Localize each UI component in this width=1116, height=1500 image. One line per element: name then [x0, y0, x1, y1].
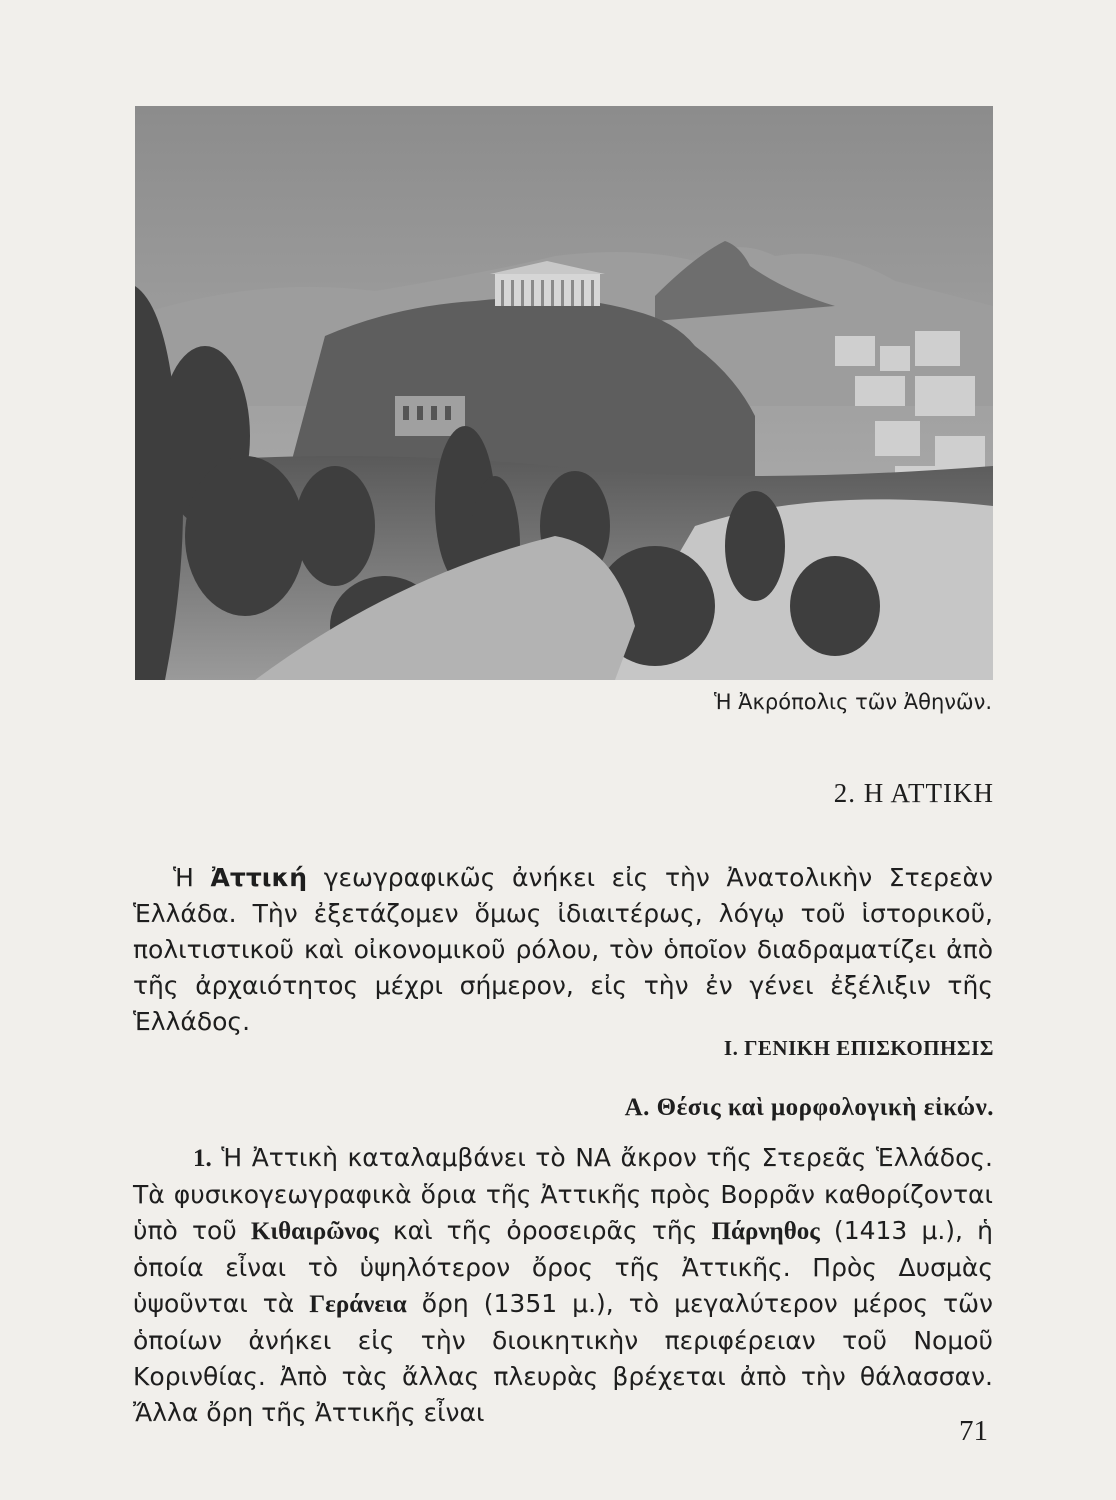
heading-general-overview: Ι. ΓΕΝΙΚΗ ΕΠΙΣΚΟΠΗΣΙΣ	[723, 1036, 994, 1060]
kithaironos-bold: Κιθαιρῶνος	[250, 1218, 379, 1245]
intro-paragraph: Ἡ Ἀττική γεωγραφικῶς ἀνήκει εἰς τὴν Ἀνατολικὴν Στερεὰν Ἑλλάδα. Τὴν ἐξετάζομεν ὅμως ἰδιαιτέρως, λόγῳ τοῦ ἱστορικοῦ, πολιτιστικοῦ καὶ οἰκονομικοῦ ρόλου, τὸν ὁποῖον διαδραματίζει ἀπὸ τῆς ἀρχαιότητος μέχρι σήμερον, εἰς τὴν ἐν γένει ἐξέλιξιν τῆς Ἑλλάδος.	[133, 863, 993, 1036]
paragraph-number: 1.	[193, 1145, 212, 1172]
section-title: 2. Η ΑΤΤΙΚΗ	[833, 778, 994, 808]
acropolis-photo	[135, 106, 993, 680]
parnithos-bold: Πάρνηθος	[711, 1218, 820, 1245]
page-number: 71	[959, 1415, 988, 1447]
geraneia-bold: Γεράνεια	[309, 1291, 407, 1318]
heading-position-morphology: Α. Θέσις καὶ μορφολογικὴ εἰκών.	[624, 1094, 994, 1121]
attiki-bold: Ἀττική	[210, 863, 308, 892]
photo-caption: Ἡ Ἀκρόπολις τῶν Ἀθηνῶν.	[713, 690, 992, 714]
body-paragraph: 1. Ἡ Ἀττικὴ καταλαμβάνει τὸ ΝΑ ἄκρον τῆς Στερεᾶς Ἑλλάδος. Τὰ φυσικογεωγραφικὰ ὅρια τῆς Ἀττικῆς πρὸς Βορρᾶν καθορίζονται ὑπὸ τοῦ Κιθαιρῶνος καὶ τῆς ὀροσειρᾶς τῆς Πάρνηθος (1413 μ.), ἡ ὁποία εἶναι τὸ ὑψηλότερον ὄρος τῆς Ἀττικῆς. Πρὸς Δυσμὰς ὑψοῦνται τὰ Γεράνεια ὄρη (1351 μ.), τὸ μεγαλύτερον μέρος τῶν ὁποίων ἀνήκει εἰς τὴν διοικητικὴν περιφέρειαν τοῦ Νομοῦ Κορινθίας. Ἀπὸ τὰς ἄλλας πλευρὰς βρέχεται ἀπὸ τὴν θάλασσαν. Ἄλλα ὄρη τῆς Ἀττικῆς εἶναι	[133, 1143, 993, 1427]
